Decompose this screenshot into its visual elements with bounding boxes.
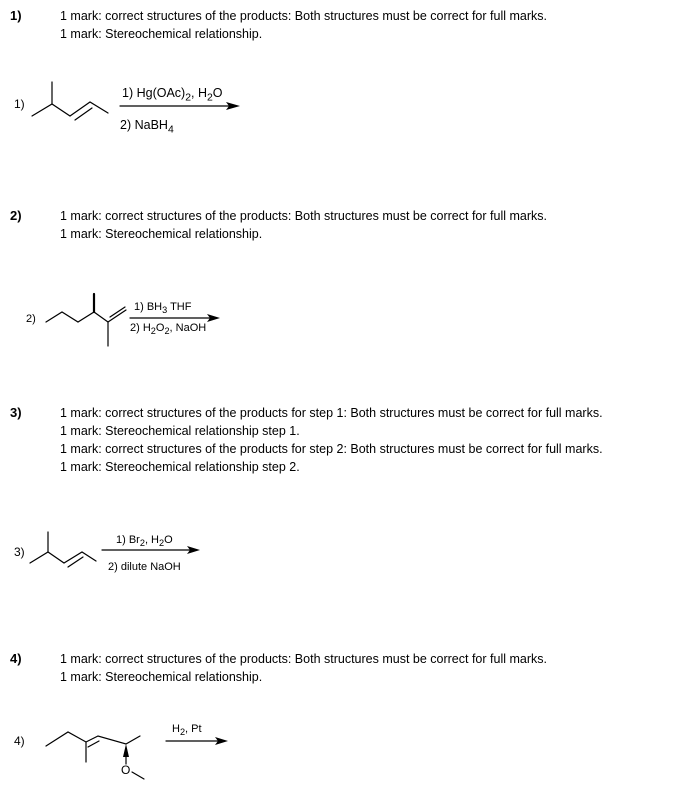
mark-line: 1 mark: correct structures of the products: Both structures must be correct for full marks.	[60, 652, 547, 666]
reagent-step-2: 2) NaBH$_4$	[120, 118, 174, 136]
starting-alkene-structure	[28, 530, 98, 575]
mark-line: 1 mark: Stereochemical relationship step 2.	[60, 460, 300, 474]
mark-line: 1 mark: Stereochemical relationship.	[60, 27, 263, 41]
reaction-label: 1)	[14, 97, 25, 111]
mark-line: 1 mark: correct structures of the products for step 1: Both structures must be correct for full marks.	[60, 406, 603, 420]
reagent-step-1: 1) $Br_2$, $H_2O$	[116, 534, 173, 549]
marking-scheme	[60, 404, 603, 476]
reagent-step-1: 1) $BH_3$ THF	[134, 301, 192, 316]
mark-line: 1 mark: correct structures of the products for step 2: Both structures must be correct for full marks.	[60, 442, 603, 456]
reagent-step-2: 2) $H_2O_2$, NaOH	[130, 322, 207, 337]
reagent: $H_2$, Pt	[172, 723, 202, 738]
oxygen-atom-label: O	[121, 763, 131, 777]
reaction-label: 3)	[14, 545, 25, 559]
reaction-arrow	[166, 736, 228, 746]
starting-ether-alkene-structure	[44, 722, 164, 782]
reaction-arrow	[120, 101, 240, 111]
mark-line: 1 mark: Stereochemical relationship step 1.	[60, 424, 300, 438]
reaction-label: 2)	[26, 313, 36, 325]
reagent-step-1: 1) $Hg(OAc)_2$, $H_2O$	[122, 86, 223, 104]
mark-line: 1 mark: Stereochemical relationship.	[60, 670, 263, 684]
mark-line: 1 mark: correct structures of the products: Both structures must be correct for full marks.	[60, 9, 547, 23]
reagent-step-2: 2) dilute NaOH	[108, 561, 181, 573]
starting-alkene-structure	[30, 80, 110, 130]
reaction-label: 4)	[14, 734, 25, 748]
marking-scheme	[60, 7, 547, 43]
marking-scheme	[60, 207, 547, 243]
marking-scheme	[60, 650, 547, 686]
reaction-arrow	[102, 545, 200, 555]
mark-line: 1 mark: correct structures of the products: Both structures must be correct for full marks.	[60, 209, 547, 223]
starting-alkene-structure	[44, 290, 144, 350]
question-number: 2)	[10, 208, 22, 223]
mark-line: 1 mark: Stereochemical relationship.	[60, 227, 263, 241]
question-number: 4)	[10, 651, 22, 666]
question-number: 3)	[10, 405, 22, 420]
question-number: 1)	[10, 8, 22, 23]
